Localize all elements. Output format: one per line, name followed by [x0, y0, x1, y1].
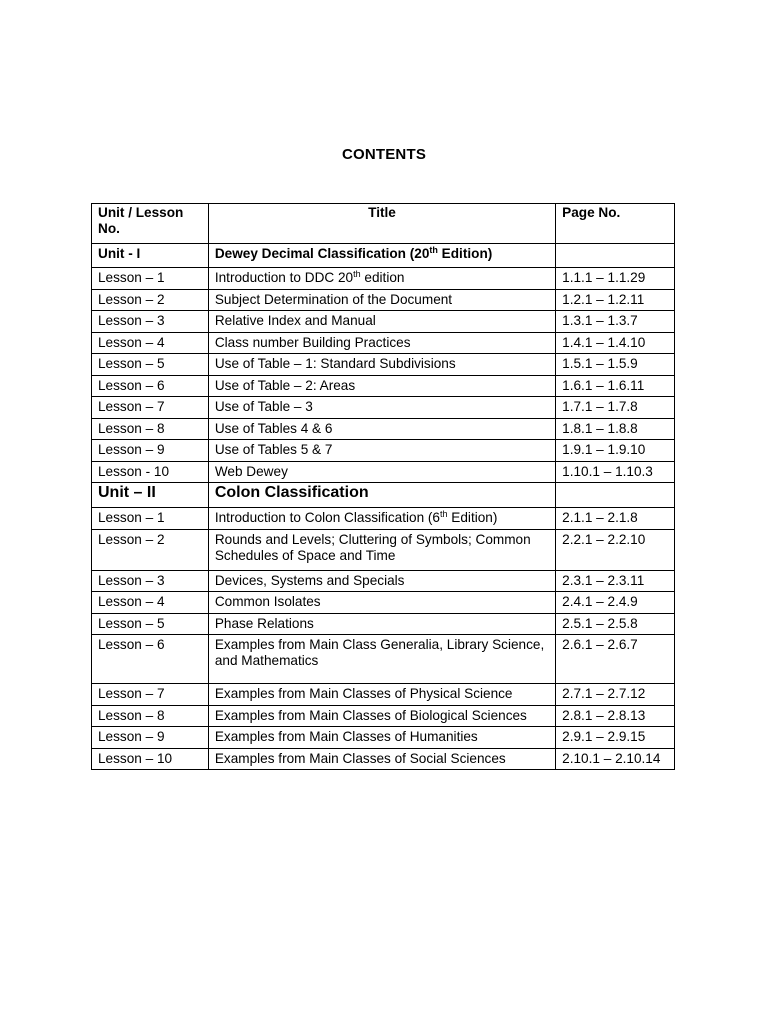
- lesson-page: 1.2.1 – 1.2.11: [556, 289, 675, 311]
- lesson-page: 1.8.1 – 1.8.8: [556, 418, 675, 440]
- table-row: [92, 592, 675, 614]
- lesson-page: 1.5.1 – 1.5.9: [556, 354, 675, 376]
- lesson-number: Lesson – 5: [92, 613, 209, 635]
- lesson-number: Lesson – 4: [92, 332, 209, 354]
- lesson-number: Lesson – 10: [92, 748, 209, 770]
- lesson-title: Examples from Main Classes of Physical Science: [208, 684, 555, 706]
- table-row: [92, 529, 675, 570]
- lesson-title: Phase Relations: [208, 613, 555, 635]
- lesson-page: 1.9.1 – 1.9.10: [556, 440, 675, 462]
- lesson-title: Common Isolates: [208, 592, 555, 614]
- table-row: [92, 332, 675, 354]
- lesson-page: 2.2.1 – 2.2.10: [556, 529, 675, 570]
- lesson-page: 2.10.1 – 2.10.14: [556, 748, 675, 770]
- header-page-no: Page No.: [556, 204, 675, 244]
- lesson-page: 2.8.1 – 2.8.13: [556, 705, 675, 727]
- table-row: [92, 748, 675, 770]
- lesson-title: Class number Building Practices: [208, 332, 555, 354]
- lesson-number: Lesson – 4: [92, 592, 209, 614]
- lesson-number: Lesson – 9: [92, 440, 209, 462]
- lesson-page: 2.1.1 – 2.1.8: [556, 508, 675, 530]
- table-row: [92, 375, 675, 397]
- lesson-title: Subject Determination of the Document: [208, 289, 555, 311]
- lesson-number: Lesson – 2: [92, 529, 209, 570]
- lesson-number: Lesson – 7: [92, 397, 209, 419]
- lesson-title: Examples from Main Classes of Social Sciences: [208, 748, 555, 770]
- lesson-number: Lesson – 8: [92, 418, 209, 440]
- table-row: [92, 268, 675, 290]
- lesson-number: Lesson - 10: [92, 461, 209, 483]
- unit-title: Colon Classification: [208, 483, 555, 508]
- unit-page: [556, 483, 675, 508]
- lesson-page: 1.3.1 – 1.3.7: [556, 311, 675, 333]
- lesson-number: Lesson – 2: [92, 289, 209, 311]
- table-row: [92, 289, 675, 311]
- table-row: [92, 570, 675, 592]
- unit-label: Unit – II: [92, 483, 209, 508]
- lesson-title: Devices, Systems and Specials: [208, 570, 555, 592]
- table-row: [92, 354, 675, 376]
- table-row: [92, 440, 675, 462]
- lesson-title: Introduction to Colon Classification (6th Edition): [208, 508, 555, 530]
- lesson-title: Introduction to DDC 20th edition: [208, 268, 555, 290]
- table-row: [92, 418, 675, 440]
- lesson-number: Lesson – 7: [92, 684, 209, 706]
- lesson-title: Use of Table – 2: Areas: [208, 375, 555, 397]
- lesson-page: 2.4.1 – 2.4.9: [556, 592, 675, 614]
- unit-page: [556, 244, 675, 268]
- table-header-row: [92, 204, 675, 244]
- table-row: [92, 397, 675, 419]
- page-title: CONTENTS: [341, 146, 427, 163]
- lesson-page: 1.7.1 – 1.7.8: [556, 397, 675, 419]
- lesson-number: Lesson – 6: [92, 375, 209, 397]
- lesson-number: Lesson – 3: [92, 570, 209, 592]
- unit-label: Unit - I: [92, 244, 209, 268]
- lesson-page: 2.3.1 – 2.3.11: [556, 570, 675, 592]
- header-unit-lesson: Unit / Lesson No.: [92, 204, 209, 244]
- lesson-title: Use of Tables 5 & 7: [208, 440, 555, 462]
- table-row: [92, 461, 675, 483]
- lesson-page: 1.6.1 – 1.6.11: [556, 375, 675, 397]
- lesson-title: Examples from Main Classes of Humanities: [208, 727, 555, 749]
- lesson-number: Lesson – 1: [92, 508, 209, 530]
- lesson-page: 2.6.1 – 2.6.7: [556, 635, 675, 684]
- lesson-title: Rounds and Levels; Cluttering of Symbols; Common Schedules of Space and Time: [208, 529, 555, 570]
- table-row: [92, 705, 675, 727]
- lesson-title: Examples from Main Classes of Biological Sciences: [208, 705, 555, 727]
- lesson-page: 2.5.1 – 2.5.8: [556, 613, 675, 635]
- lesson-page: 1.4.1 – 1.4.10: [556, 332, 675, 354]
- lesson-title: Web Dewey: [208, 461, 555, 483]
- lesson-title: Use of Tables 4 & 6: [208, 418, 555, 440]
- lesson-page: 1.10.1 – 1.10.3: [556, 461, 675, 483]
- table-row: [92, 635, 675, 684]
- table-row: [92, 508, 675, 530]
- lesson-title: Examples from Main Class Generalia, Library Science, and Mathematics: [208, 635, 555, 684]
- lesson-number: Lesson – 1: [92, 268, 209, 290]
- unit-title: Dewey Decimal Classification (20th Edition): [208, 244, 555, 268]
- table-row: [92, 727, 675, 749]
- contents-table: [91, 203, 675, 770]
- lesson-number: Lesson – 5: [92, 354, 209, 376]
- lesson-page: 1.1.1 – 1.1.29: [556, 268, 675, 290]
- lesson-title: Use of Table – 1: Standard Subdivisions: [208, 354, 555, 376]
- lesson-number: Lesson – 9: [92, 727, 209, 749]
- table-row: [92, 684, 675, 706]
- lesson-title: Use of Table – 3: [208, 397, 555, 419]
- lesson-page: 2.7.1 – 2.7.12: [556, 684, 675, 706]
- lesson-number: Lesson – 3: [92, 311, 209, 333]
- unit-row: [92, 244, 675, 268]
- lesson-title: Relative Index and Manual: [208, 311, 555, 333]
- header-title: Title: [208, 204, 555, 244]
- unit-row: [92, 483, 675, 508]
- table-row: [92, 311, 675, 333]
- table-row: [92, 613, 675, 635]
- lesson-page: 2.9.1 – 2.9.15: [556, 727, 675, 749]
- lesson-number: Lesson – 8: [92, 705, 209, 727]
- lesson-number: Lesson – 6: [92, 635, 209, 684]
